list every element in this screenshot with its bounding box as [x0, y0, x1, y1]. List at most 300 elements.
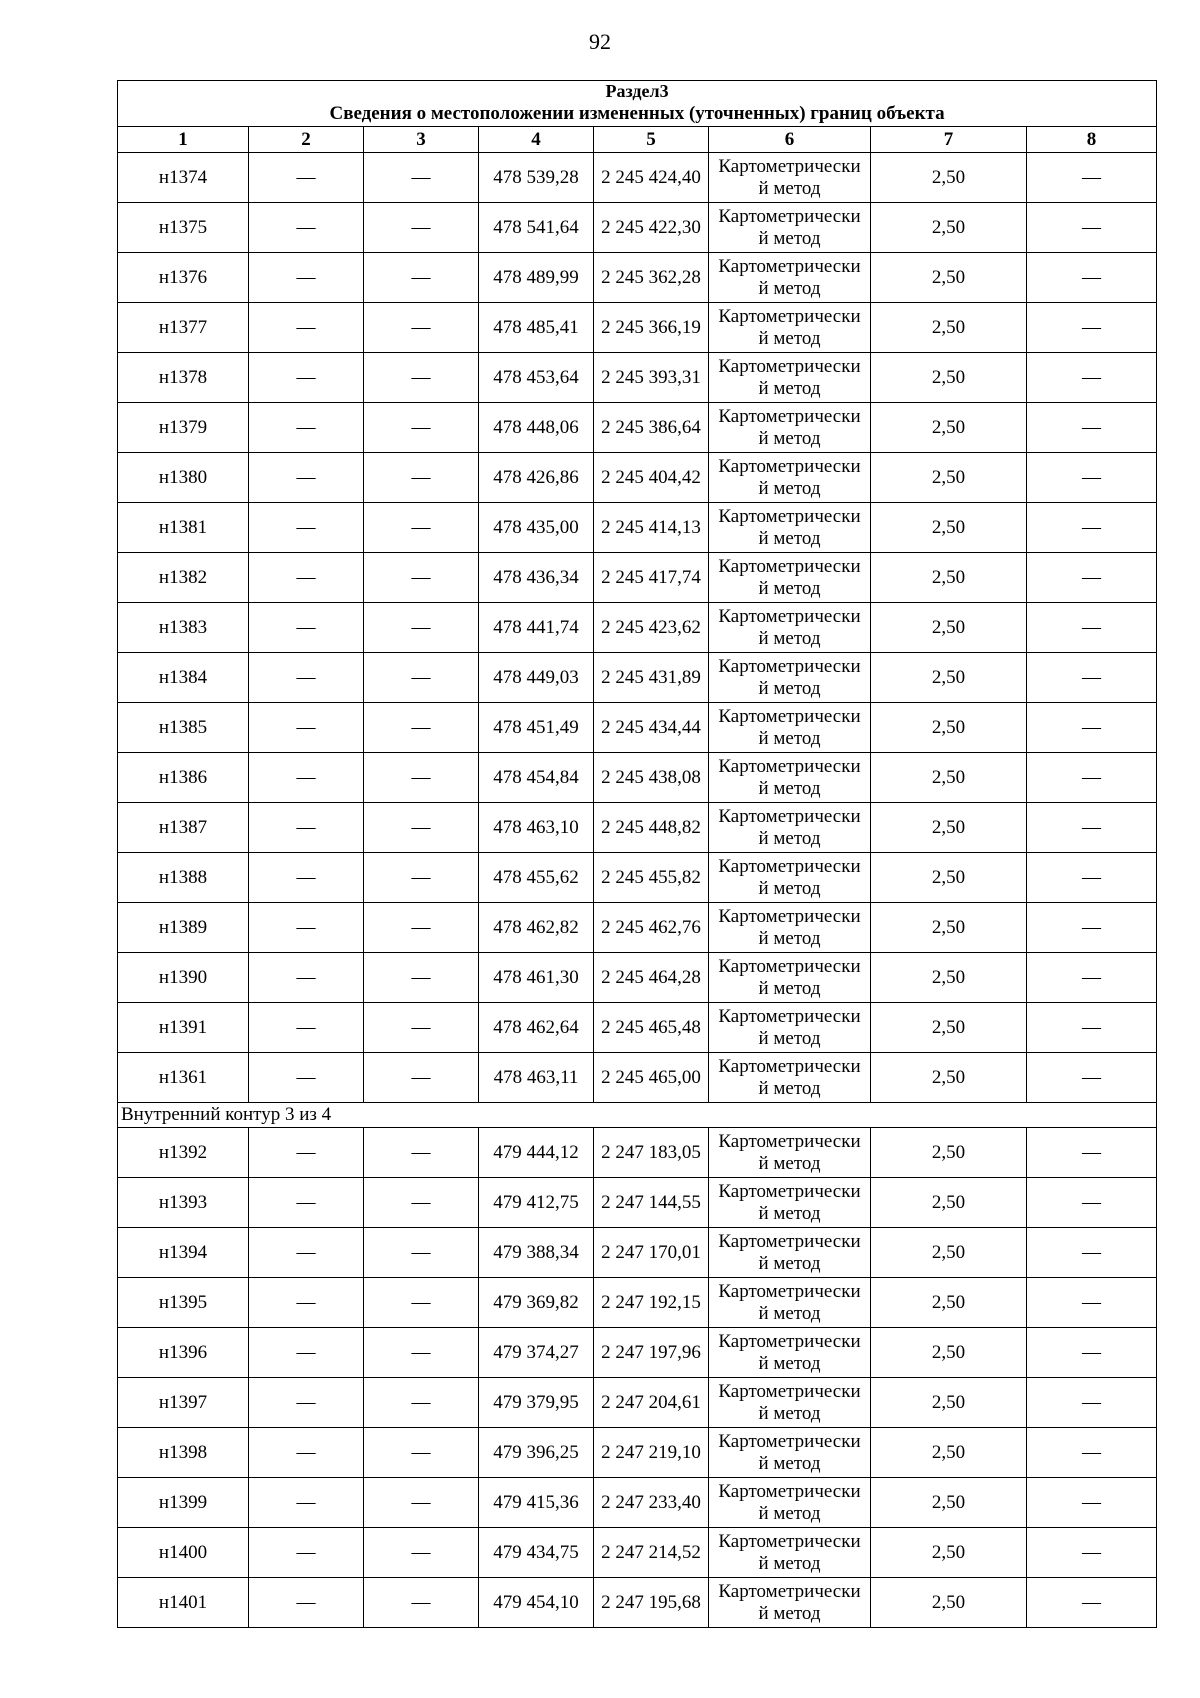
table-row — [118, 503, 1157, 553]
method-cell — [709, 1003, 871, 1053]
dash-cell: — — [1027, 203, 1157, 253]
x-coordinate: 478 463,11 — [479, 1053, 594, 1103]
y-coordinate: 2 247 219,10 — [594, 1428, 709, 1478]
dash-cell: — — [364, 603, 479, 653]
dash-cell: — — [364, 403, 479, 453]
dash-cell: — — [1027, 803, 1157, 853]
method-line-1: Картометрически — [718, 855, 861, 877]
y-coordinate: 2 245 465,48 — [594, 1003, 709, 1053]
method-line-2: й метод — [758, 1602, 821, 1624]
table-row — [118, 653, 1157, 703]
point-name: н1395 — [118, 1278, 249, 1328]
dash-cell: — — [364, 1578, 479, 1628]
y-coordinate: 2 247 197,96 — [594, 1328, 709, 1378]
y-coordinate: 2 247 170,01 — [594, 1228, 709, 1278]
y-coordinate: 2 247 192,15 — [594, 1278, 709, 1328]
y-coordinate: 2 245 386,64 — [594, 403, 709, 453]
accuracy-value: 2,50 — [871, 353, 1027, 403]
dash-cell: — — [249, 553, 364, 603]
point-name: н1375 — [118, 203, 249, 253]
accuracy-value: 2,50 — [871, 1478, 1027, 1528]
table-row — [118, 553, 1157, 603]
method-line-1: Картометрически — [718, 455, 861, 477]
dash-cell: — — [249, 403, 364, 453]
dash-cell: — — [364, 303, 479, 353]
dash-cell: — — [1027, 1003, 1157, 1053]
table-title: Сведения о местоположении измененных (уточненных) границ объекта — [118, 101, 1157, 127]
point-name: н1378 — [118, 353, 249, 403]
dash-cell: — — [1027, 1478, 1157, 1528]
dash-cell: — — [364, 653, 479, 703]
x-coordinate: 479 444,12 — [479, 1128, 594, 1178]
dash-cell: — — [249, 1378, 364, 1428]
point-name: н1386 — [118, 753, 249, 803]
boundary-coordinates-table — [117, 80, 1157, 1628]
method-cell — [709, 1428, 871, 1478]
column-number: 6 — [709, 127, 871, 153]
point-name: н1382 — [118, 553, 249, 603]
point-name: н1400 — [118, 1528, 249, 1578]
point-name: н1389 — [118, 903, 249, 953]
dash-cell: — — [1027, 853, 1157, 903]
y-coordinate: 2 245 431,89 — [594, 653, 709, 703]
table-row — [118, 403, 1157, 453]
dash-cell: — — [249, 253, 364, 303]
method-line-1: Картометрически — [718, 1430, 861, 1452]
method-cell — [709, 203, 871, 253]
point-name: н1391 — [118, 1003, 249, 1053]
y-coordinate: 2 245 438,08 — [594, 753, 709, 803]
method-line-2: й метод — [758, 577, 821, 599]
y-coordinate: 2 245 417,74 — [594, 553, 709, 603]
accuracy-value: 2,50 — [871, 953, 1027, 1003]
table-row — [118, 903, 1157, 953]
dash-cell: — — [249, 1528, 364, 1578]
dash-cell: — — [249, 703, 364, 753]
point-name: н1396 — [118, 1328, 249, 1378]
table-row — [118, 1528, 1157, 1578]
method-line-1: Картометрически — [718, 305, 861, 327]
method-line-2: й метод — [758, 627, 821, 649]
section-label: Раздел3 — [118, 81, 1157, 102]
accuracy-value: 2,50 — [871, 1578, 1027, 1628]
y-coordinate: 2 245 462,76 — [594, 903, 709, 953]
dash-cell: — — [249, 853, 364, 903]
method-cell — [709, 503, 871, 553]
method-line-2: й метод — [758, 677, 821, 699]
dash-cell: — — [364, 803, 479, 853]
y-coordinate: 2 245 424,40 — [594, 153, 709, 203]
dash-cell: — — [364, 353, 479, 403]
method-cell — [709, 753, 871, 803]
x-coordinate: 479 379,95 — [479, 1378, 594, 1428]
column-number: 1 — [118, 127, 249, 153]
method-cell — [709, 603, 871, 653]
y-coordinate: 2 245 464,28 — [594, 953, 709, 1003]
y-coordinate: 2 247 144,55 — [594, 1178, 709, 1228]
method-line-2: й метод — [758, 927, 821, 949]
dash-cell: — — [249, 1278, 364, 1328]
accuracy-value: 2,50 — [871, 303, 1027, 353]
table-title-row — [118, 101, 1157, 127]
section-label-row — [118, 81, 1157, 102]
dash-cell: — — [249, 453, 364, 503]
dash-cell: — — [364, 1528, 479, 1578]
x-coordinate: 479 374,27 — [479, 1328, 594, 1378]
method-cell — [709, 903, 871, 953]
dash-cell: — — [364, 953, 479, 1003]
dash-cell: — — [249, 153, 364, 203]
accuracy-value: 2,50 — [871, 1128, 1027, 1178]
point-name: н1399 — [118, 1478, 249, 1528]
x-coordinate: 478 436,34 — [479, 553, 594, 603]
accuracy-value: 2,50 — [871, 153, 1027, 203]
method-cell — [709, 1053, 871, 1103]
dash-cell: — — [249, 953, 364, 1003]
accuracy-value: 2,50 — [871, 703, 1027, 753]
y-coordinate: 2 245 362,28 — [594, 253, 709, 303]
y-coordinate: 2 247 204,61 — [594, 1378, 709, 1428]
table-row — [118, 203, 1157, 253]
method-line-2: й метод — [758, 1552, 821, 1574]
dash-cell: — — [1027, 1053, 1157, 1103]
method-line-1: Картометрически — [718, 155, 861, 177]
y-coordinate: 2 245 366,19 — [594, 303, 709, 353]
y-coordinate: 2 245 448,82 — [594, 803, 709, 853]
y-coordinate: 2 245 423,62 — [594, 603, 709, 653]
dash-cell: — — [364, 1278, 479, 1328]
point-name: н1383 — [118, 603, 249, 653]
table-row — [118, 1328, 1157, 1378]
y-coordinate: 2 247 183,05 — [594, 1128, 709, 1178]
contour-label: Внутренний контур 3 из 4 — [118, 1103, 1157, 1128]
method-cell — [709, 1478, 871, 1528]
method-line-2: й метод — [758, 1202, 821, 1224]
table-row — [118, 953, 1157, 1003]
point-name: н1377 — [118, 303, 249, 353]
dash-cell: — — [1027, 603, 1157, 653]
method-cell — [709, 1278, 871, 1328]
dash-cell: — — [1027, 253, 1157, 303]
method-line-1: Картометрически — [718, 1005, 861, 1027]
method-line-1: Картометрически — [718, 1380, 861, 1402]
method-line-2: й метод — [758, 827, 821, 849]
table-row — [118, 303, 1157, 353]
table-row — [118, 1478, 1157, 1528]
x-coordinate: 478 441,74 — [479, 603, 594, 653]
method-line-1: Картометрически — [718, 505, 861, 527]
column-number: 5 — [594, 127, 709, 153]
x-coordinate: 478 451,49 — [479, 703, 594, 753]
y-coordinate: 2 245 422,30 — [594, 203, 709, 253]
y-coordinate: 2 247 233,40 — [594, 1478, 709, 1528]
table-row — [118, 703, 1157, 753]
dash-cell: — — [364, 753, 479, 803]
method-line-2: й метод — [758, 877, 821, 899]
method-line-2: й метод — [758, 1402, 821, 1424]
accuracy-value: 2,50 — [871, 1228, 1027, 1278]
method-line-1: Картометрически — [718, 255, 861, 277]
y-coordinate: 2 245 404,42 — [594, 453, 709, 503]
dash-cell: — — [1027, 503, 1157, 553]
table-row — [118, 1278, 1157, 1328]
column-number: 3 — [364, 127, 479, 153]
method-cell — [709, 653, 871, 703]
method-line-2: й метод — [758, 1027, 821, 1049]
method-line-2: й метод — [758, 177, 821, 199]
dash-cell: — — [1027, 1578, 1157, 1628]
dash-cell: — — [364, 703, 479, 753]
dash-cell: — — [1027, 403, 1157, 453]
point-name: н1380 — [118, 453, 249, 503]
method-line-1: Картометрически — [718, 705, 861, 727]
method-line-1: Картометрически — [718, 1180, 861, 1202]
method-line-1: Картометрически — [718, 755, 861, 777]
method-cell — [709, 1578, 871, 1628]
x-coordinate: 478 541,64 — [479, 203, 594, 253]
point-name: н1393 — [118, 1178, 249, 1228]
point-name: н1361 — [118, 1053, 249, 1103]
method-cell — [709, 553, 871, 603]
dash-cell: — — [1027, 653, 1157, 703]
method-line-1: Картометрически — [718, 1130, 861, 1152]
accuracy-value: 2,50 — [871, 253, 1027, 303]
method-line-1: Картометрически — [718, 405, 861, 427]
x-coordinate: 478 454,84 — [479, 753, 594, 803]
dash-cell: — — [1027, 753, 1157, 803]
method-line-2: й метод — [758, 1077, 821, 1099]
dash-cell: — — [1027, 1228, 1157, 1278]
dash-cell: — — [364, 1378, 479, 1428]
accuracy-value: 2,50 — [871, 203, 1027, 253]
method-line-2: й метод — [758, 1502, 821, 1524]
method-cell — [709, 1528, 871, 1578]
column-number: 2 — [249, 127, 364, 153]
column-number-row — [118, 127, 1157, 153]
x-coordinate: 478 539,28 — [479, 153, 594, 203]
dash-cell: — — [249, 1428, 364, 1478]
y-coordinate: 2 245 465,00 — [594, 1053, 709, 1103]
accuracy-value: 2,50 — [871, 403, 1027, 453]
table-row — [118, 153, 1157, 203]
dash-cell: — — [364, 853, 479, 903]
accuracy-value: 2,50 — [871, 1003, 1027, 1053]
accuracy-value: 2,50 — [871, 453, 1027, 503]
table-row — [118, 1053, 1157, 1103]
dash-cell: — — [364, 1478, 479, 1528]
x-coordinate: 478 455,62 — [479, 853, 594, 903]
accuracy-value: 2,50 — [871, 553, 1027, 603]
table-row — [118, 853, 1157, 903]
x-coordinate: 479 388,34 — [479, 1228, 594, 1278]
point-name: н1379 — [118, 403, 249, 453]
method-cell — [709, 1328, 871, 1378]
accuracy-value: 2,50 — [871, 1428, 1027, 1478]
point-name: н1397 — [118, 1378, 249, 1428]
x-coordinate: 478 463,10 — [479, 803, 594, 853]
y-coordinate: 2 245 393,31 — [594, 353, 709, 403]
method-cell — [709, 1378, 871, 1428]
x-coordinate: 479 412,75 — [479, 1178, 594, 1228]
method-line-1: Картометрически — [718, 655, 861, 677]
dash-cell: — — [249, 303, 364, 353]
method-cell — [709, 353, 871, 403]
dash-cell: — — [249, 1228, 364, 1278]
accuracy-value: 2,50 — [871, 1328, 1027, 1378]
point-name: н1385 — [118, 703, 249, 753]
method-line-1: Картометрически — [718, 1280, 861, 1302]
accuracy-value: 2,50 — [871, 903, 1027, 953]
dash-cell: — — [1027, 1428, 1157, 1478]
y-coordinate: 2 247 195,68 — [594, 1578, 709, 1628]
dash-cell: — — [364, 1053, 479, 1103]
x-coordinate: 478 462,64 — [479, 1003, 594, 1053]
dash-cell: — — [249, 1003, 364, 1053]
dash-cell: — — [1027, 153, 1157, 203]
dash-cell: — — [1027, 1278, 1157, 1328]
point-name: н1376 — [118, 253, 249, 303]
table-row — [118, 1428, 1157, 1478]
table-row — [118, 803, 1157, 853]
dash-cell: — — [364, 1428, 479, 1478]
method-cell — [709, 453, 871, 503]
method-line-1: Картометрически — [718, 1480, 861, 1502]
method-line-1: Картометрически — [718, 605, 861, 627]
dash-cell: — — [249, 903, 364, 953]
dash-cell: — — [249, 753, 364, 803]
dash-cell: — — [1027, 303, 1157, 353]
method-line-1: Картометрически — [718, 1530, 861, 1552]
point-name: н1388 — [118, 853, 249, 903]
dash-cell: — — [1027, 703, 1157, 753]
method-line-1: Картометрически — [718, 805, 861, 827]
dash-cell: — — [1027, 1378, 1157, 1428]
table-row — [118, 753, 1157, 803]
method-cell — [709, 803, 871, 853]
x-coordinate: 478 435,00 — [479, 503, 594, 553]
method-cell — [709, 1178, 871, 1228]
dash-cell: — — [249, 1328, 364, 1378]
dash-cell: — — [364, 153, 479, 203]
dash-cell: — — [364, 253, 479, 303]
accuracy-value: 2,50 — [871, 653, 1027, 703]
dash-cell: — — [1027, 903, 1157, 953]
method-cell — [709, 1128, 871, 1178]
method-cell — [709, 253, 871, 303]
column-number: 4 — [479, 127, 594, 153]
dash-cell: — — [249, 1128, 364, 1178]
y-coordinate: 2 245 455,82 — [594, 853, 709, 903]
method-line-2: й метод — [758, 727, 821, 749]
dash-cell: — — [364, 1003, 479, 1053]
x-coordinate: 479 396,25 — [479, 1428, 594, 1478]
column-number: 7 — [871, 127, 1027, 153]
method-line-2: й метод — [758, 327, 821, 349]
dash-cell: — — [1027, 1178, 1157, 1228]
method-cell — [709, 853, 871, 903]
method-line-1: Картометрически — [718, 1580, 861, 1602]
point-name: н1398 — [118, 1428, 249, 1478]
x-coordinate: 478 462,82 — [479, 903, 594, 953]
x-coordinate: 479 369,82 — [479, 1278, 594, 1328]
method-line-1: Картометрически — [718, 1055, 861, 1077]
method-cell — [709, 403, 871, 453]
method-line-2: й метод — [758, 227, 821, 249]
x-coordinate: 478 426,86 — [479, 453, 594, 503]
point-name: н1374 — [118, 153, 249, 203]
table-row — [118, 353, 1157, 403]
accuracy-value: 2,50 — [871, 803, 1027, 853]
point-name: н1387 — [118, 803, 249, 853]
accuracy-value: 2,50 — [871, 753, 1027, 803]
method-line-1: Картометрически — [718, 1330, 861, 1352]
x-coordinate: 479 454,10 — [479, 1578, 594, 1628]
y-coordinate: 2 245 434,44 — [594, 703, 709, 753]
dash-cell: — — [249, 203, 364, 253]
dash-cell: — — [249, 1053, 364, 1103]
table-row — [118, 453, 1157, 503]
table-row — [118, 1178, 1157, 1228]
dash-cell: — — [364, 903, 479, 953]
dash-cell: — — [364, 1328, 479, 1378]
dash-cell: — — [249, 1478, 364, 1528]
y-coordinate: 2 247 214,52 — [594, 1528, 709, 1578]
x-coordinate: 478 461,30 — [479, 953, 594, 1003]
method-line-1: Картометрически — [718, 205, 861, 227]
accuracy-value: 2,50 — [871, 503, 1027, 553]
dash-cell: — — [249, 803, 364, 853]
dash-cell: — — [1027, 953, 1157, 1003]
method-line-2: й метод — [758, 1152, 821, 1174]
dash-cell: — — [1027, 1128, 1157, 1178]
x-coordinate: 478 448,06 — [479, 403, 594, 453]
x-coordinate: 478 485,41 — [479, 303, 594, 353]
accuracy-value: 2,50 — [871, 603, 1027, 653]
point-name: н1384 — [118, 653, 249, 703]
accuracy-value: 2,50 — [871, 853, 1027, 903]
dash-cell: — — [249, 653, 364, 703]
method-line-1: Картометрически — [718, 905, 861, 927]
point-name: н1394 — [118, 1228, 249, 1278]
point-name: н1381 — [118, 503, 249, 553]
dash-cell: — — [249, 503, 364, 553]
x-coordinate: 479 434,75 — [479, 1528, 594, 1578]
contour-row — [118, 1103, 1157, 1128]
method-line-1: Картометрически — [718, 1230, 861, 1252]
x-coordinate: 478 449,03 — [479, 653, 594, 703]
dash-cell: — — [249, 353, 364, 403]
table-row — [118, 1378, 1157, 1428]
x-coordinate: 478 453,64 — [479, 353, 594, 403]
table-row — [118, 1228, 1157, 1278]
dash-cell: — — [364, 203, 479, 253]
x-coordinate: 478 489,99 — [479, 253, 594, 303]
method-line-2: й метод — [758, 527, 821, 549]
method-cell — [709, 703, 871, 753]
accuracy-value: 2,50 — [871, 1528, 1027, 1578]
accuracy-value: 2,50 — [871, 1178, 1027, 1228]
method-line-2: й метод — [758, 1252, 821, 1274]
method-line-1: Картометрически — [718, 355, 861, 377]
method-line-2: й метод — [758, 1352, 821, 1374]
method-line-2: й метод — [758, 427, 821, 449]
page-number: 92 — [589, 29, 611, 54]
table-row — [118, 1128, 1157, 1178]
dash-cell: — — [364, 1178, 479, 1228]
method-line-2: й метод — [758, 277, 821, 299]
y-coordinate: 2 245 414,13 — [594, 503, 709, 553]
dash-cell: — — [364, 1128, 479, 1178]
